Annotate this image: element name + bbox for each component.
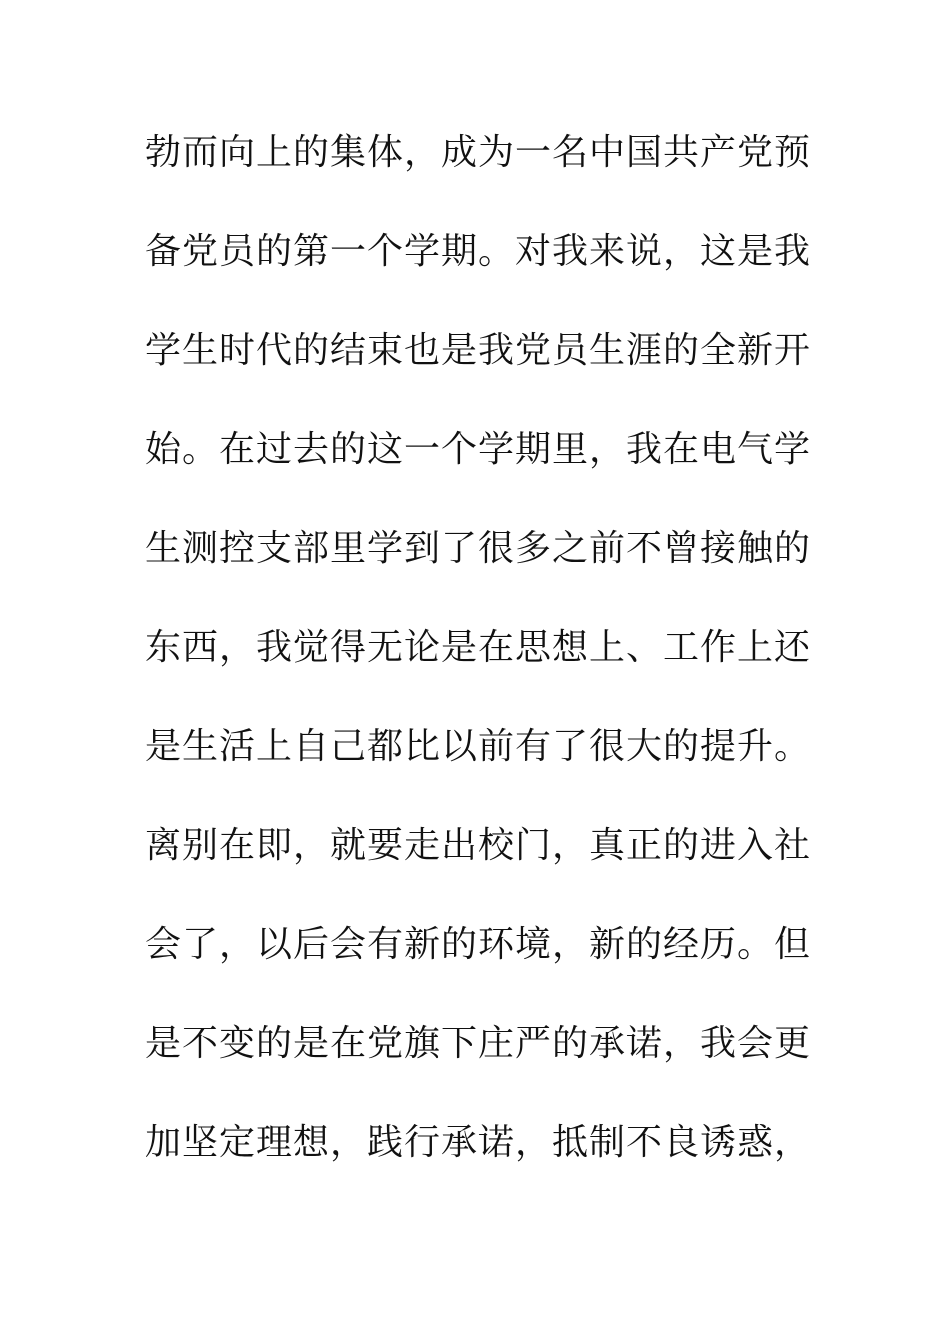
text-line: 始。在过去的这一个学期里，我在电气学 (145, 429, 812, 470)
text-line: 离别在即，就要走出校门，真正的进入社 (145, 825, 812, 866)
text-line: 会了，以后会有新的环境，新的经历。但 (145, 924, 812, 965)
text-line: 生测控支部里学到了很多之前不曾接触的 (145, 528, 812, 569)
text-line: 是生活上自己都比以前有了很大的提升。 (145, 726, 812, 767)
text-line: 是不变的是在党旗下庄严的承诺，我会更 (145, 1023, 812, 1064)
text-line: 东西，我觉得无论是在思想上、工作上还 (145, 627, 812, 668)
body-text (145, 123, 815, 1212)
text-line: 勃而向上的集体，成为一名中国共产党预 (145, 132, 812, 173)
text-line: 加坚定理想，践行承诺，抵制不良诱惑， (145, 1122, 812, 1163)
text-line: 备党员的第一个学期。对我来说，这是我 (145, 231, 812, 272)
text-line: 学生时代的结束也是我党员生涯的全新开 (145, 330, 812, 371)
